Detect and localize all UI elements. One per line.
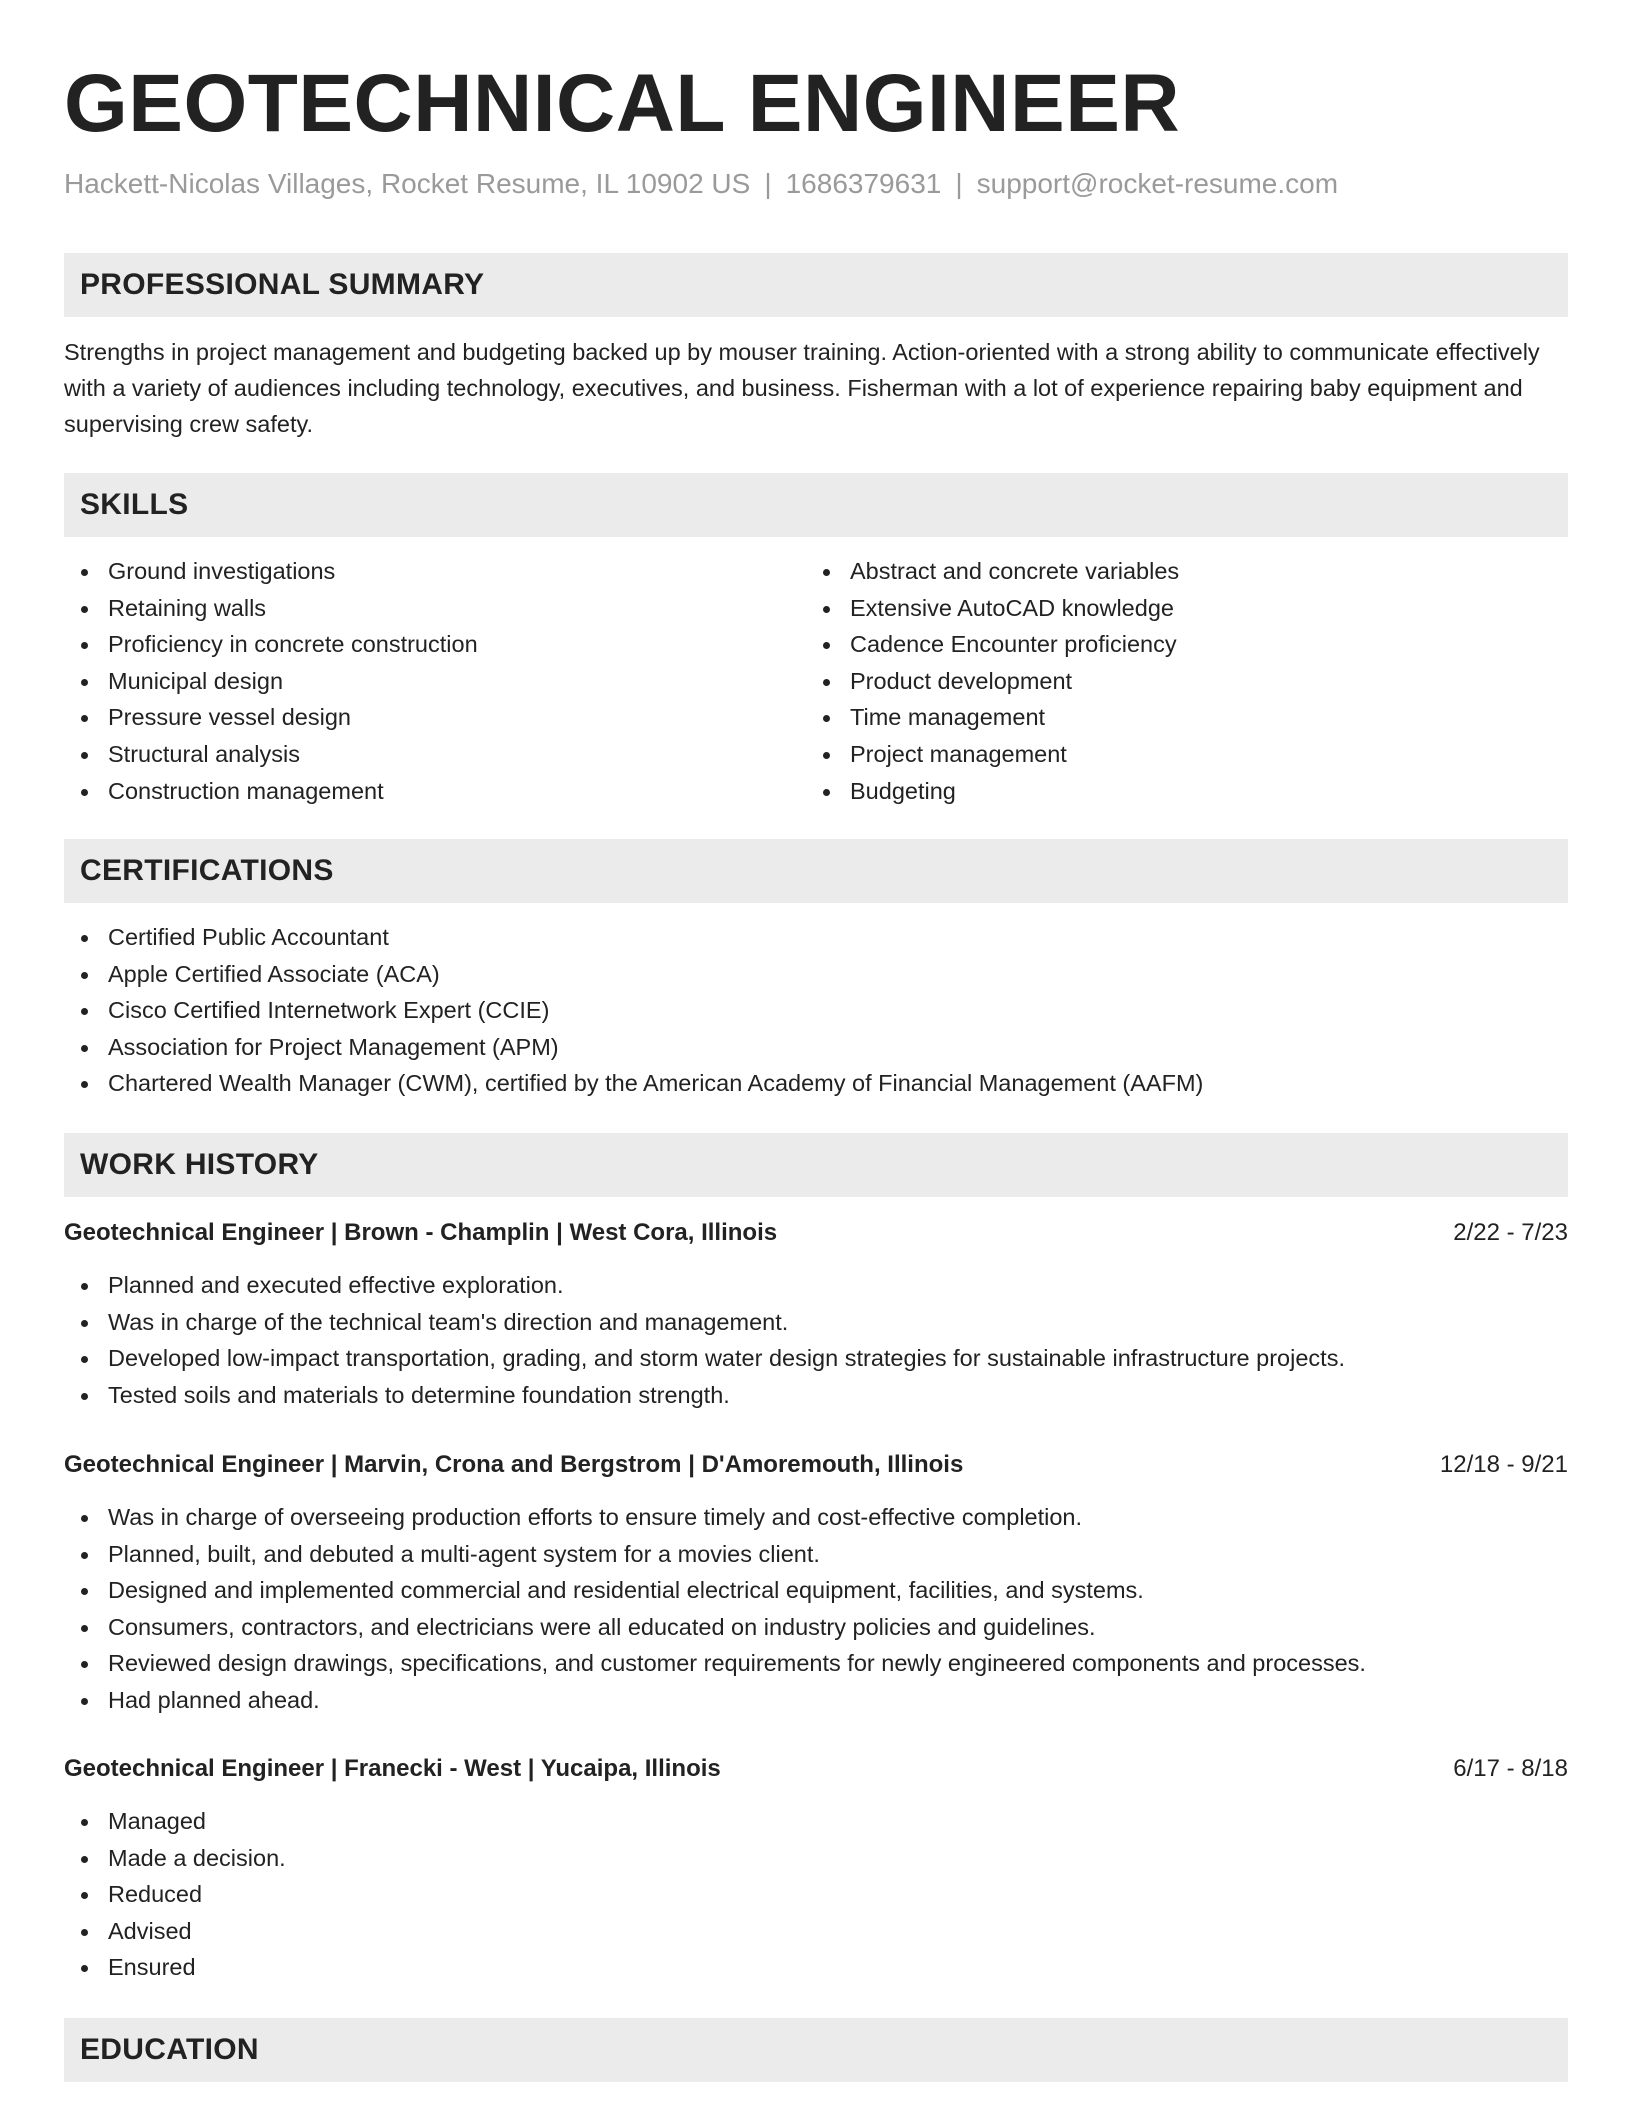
job-bullet: Planned and executed effective exploration.	[64, 1267, 1345, 1304]
job-title: Geotechnical Engineer | Franecki - West | Yucaipa, Illinois	[64, 1755, 721, 1782]
skill-item: Municipal design	[64, 663, 478, 700]
job-bullet: Reviewed design drawings, specifications, and customer requirements for newly engineered components and processes.	[64, 1645, 1366, 1682]
certifications-section-header	[64, 839, 1568, 903]
job-bullet: Designed and implemented commercial and residential electrical equipment, facilities, and systems.	[64, 1572, 1366, 1609]
contact-address: Hackett-Nicolas Villages, Rocket Resume, IL 10902 US	[64, 168, 751, 199]
summary-text: Strengths in project management and budgeting backed up by mouser training. Action-oriented with a strong ability to communicate effectively with a variety of audiences including technology, executives, and business. Fisherman with a lot of experience repairing baby equipment and supervising crew safety.	[64, 339, 1540, 437]
skill-item: Project management	[806, 736, 1179, 773]
contact-phone: 1686379631	[785, 168, 942, 199]
job-bullets	[64, 1499, 1366, 1719]
job-bullet: Consumers, contractors, and electricians were all educated on industry policies and guidelines.	[64, 1609, 1366, 1646]
job-dates: 2/22 - 7/23	[1453, 1219, 1568, 1246]
certification-item: Certified Public Accountant	[64, 919, 1203, 956]
skill-item: Structural analysis	[64, 736, 478, 773]
job-dates: 6/17 - 8/18	[1453, 1755, 1568, 1782]
job-header	[64, 1215, 1568, 1251]
job-bullet: Planned, built, and debuted a multi-agent system for a movies client.	[64, 1536, 1366, 1573]
skill-item: Retaining walls	[64, 590, 478, 627]
job-bullet: Was in charge of the technical team's direction and management.	[64, 1304, 1345, 1341]
summary-section-header	[64, 253, 1568, 317]
skill-item: Proficiency in concrete construction	[64, 626, 478, 663]
contact-email: support@rocket-resume.com	[976, 168, 1339, 199]
skill-item: Budgeting	[806, 773, 1179, 810]
job-bullets	[64, 1803, 286, 1986]
skills-list-left	[64, 553, 478, 809]
job-bullet: Tested soils and materials to determine foundation strength.	[64, 1377, 1345, 1414]
certifications-heading: CERTIFICATIONS	[80, 854, 334, 887]
job-bullet: Was in charge of overseeing production efforts to ensure timely and cost-effective completion.	[64, 1499, 1366, 1536]
skills-section-header	[64, 473, 1568, 537]
job-bullet: Ensured	[64, 1949, 286, 1986]
skill-item: Time management	[806, 699, 1179, 736]
education-section-header	[64, 2018, 1568, 2082]
skill-item: Ground investigations	[64, 553, 478, 590]
certification-item: Apple Certified Associate (ACA)	[64, 956, 1203, 993]
job-bullet: Developed low-impact transportation, grading, and storm water design strategies for sustainable infrastructure projects.	[64, 1340, 1345, 1377]
contact-separator: |	[764, 168, 772, 199]
job-title: Geotechnical Engineer | Brown - Champlin | West Cora, Illinois	[64, 1219, 778, 1246]
job-dates: 12/18 - 9/21	[1439, 1451, 1568, 1478]
job-bullet: Made a decision.	[64, 1840, 286, 1877]
skill-item: Cadence Encounter proficiency	[806, 626, 1179, 663]
contact-line	[64, 166, 1338, 202]
skill-item: Pressure vessel design	[64, 699, 478, 736]
skill-item: Construction management	[64, 773, 478, 810]
job-header	[64, 1447, 1568, 1483]
work-heading: WORK HISTORY	[80, 1148, 319, 1181]
skill-item: Abstract and concrete variables	[806, 553, 1179, 590]
certification-item: Chartered Wealth Manager (CWM), certified by the American Academy of Financial Management (AAFM)	[64, 1065, 1203, 1102]
education-heading: EDUCATION	[80, 2033, 259, 2066]
certification-item: Cisco Certified Internetwork Expert (CCIE)	[64, 992, 1203, 1029]
job-header	[64, 1751, 1568, 1787]
skills-heading: SKILLS	[80, 488, 189, 521]
job-bullet: Advised	[64, 1913, 286, 1950]
skill-item: Product development	[806, 663, 1179, 700]
contact-separator: |	[955, 168, 963, 199]
work-section-header	[64, 1133, 1568, 1197]
job-title: Geotechnical Engineer | Marvin, Crona and Bergstrom | D'Amoremouth, Illinois	[64, 1451, 964, 1478]
certification-item: Association for Project Management (APM)	[64, 1029, 1203, 1066]
job-bullet: Had planned ahead.	[64, 1682, 1366, 1719]
skills-list-right	[806, 553, 1179, 809]
certifications-list	[64, 919, 1203, 1102]
skill-item: Extensive AutoCAD knowledge	[806, 590, 1179, 627]
job-bullet: Reduced	[64, 1876, 286, 1913]
resume-title: GEOTECHNICAL ENGINEER	[64, 58, 1181, 149]
job-bullet: Managed	[64, 1803, 286, 1840]
summary-heading: PROFESSIONAL SUMMARY	[80, 268, 485, 301]
job-bullets	[64, 1267, 1345, 1413]
